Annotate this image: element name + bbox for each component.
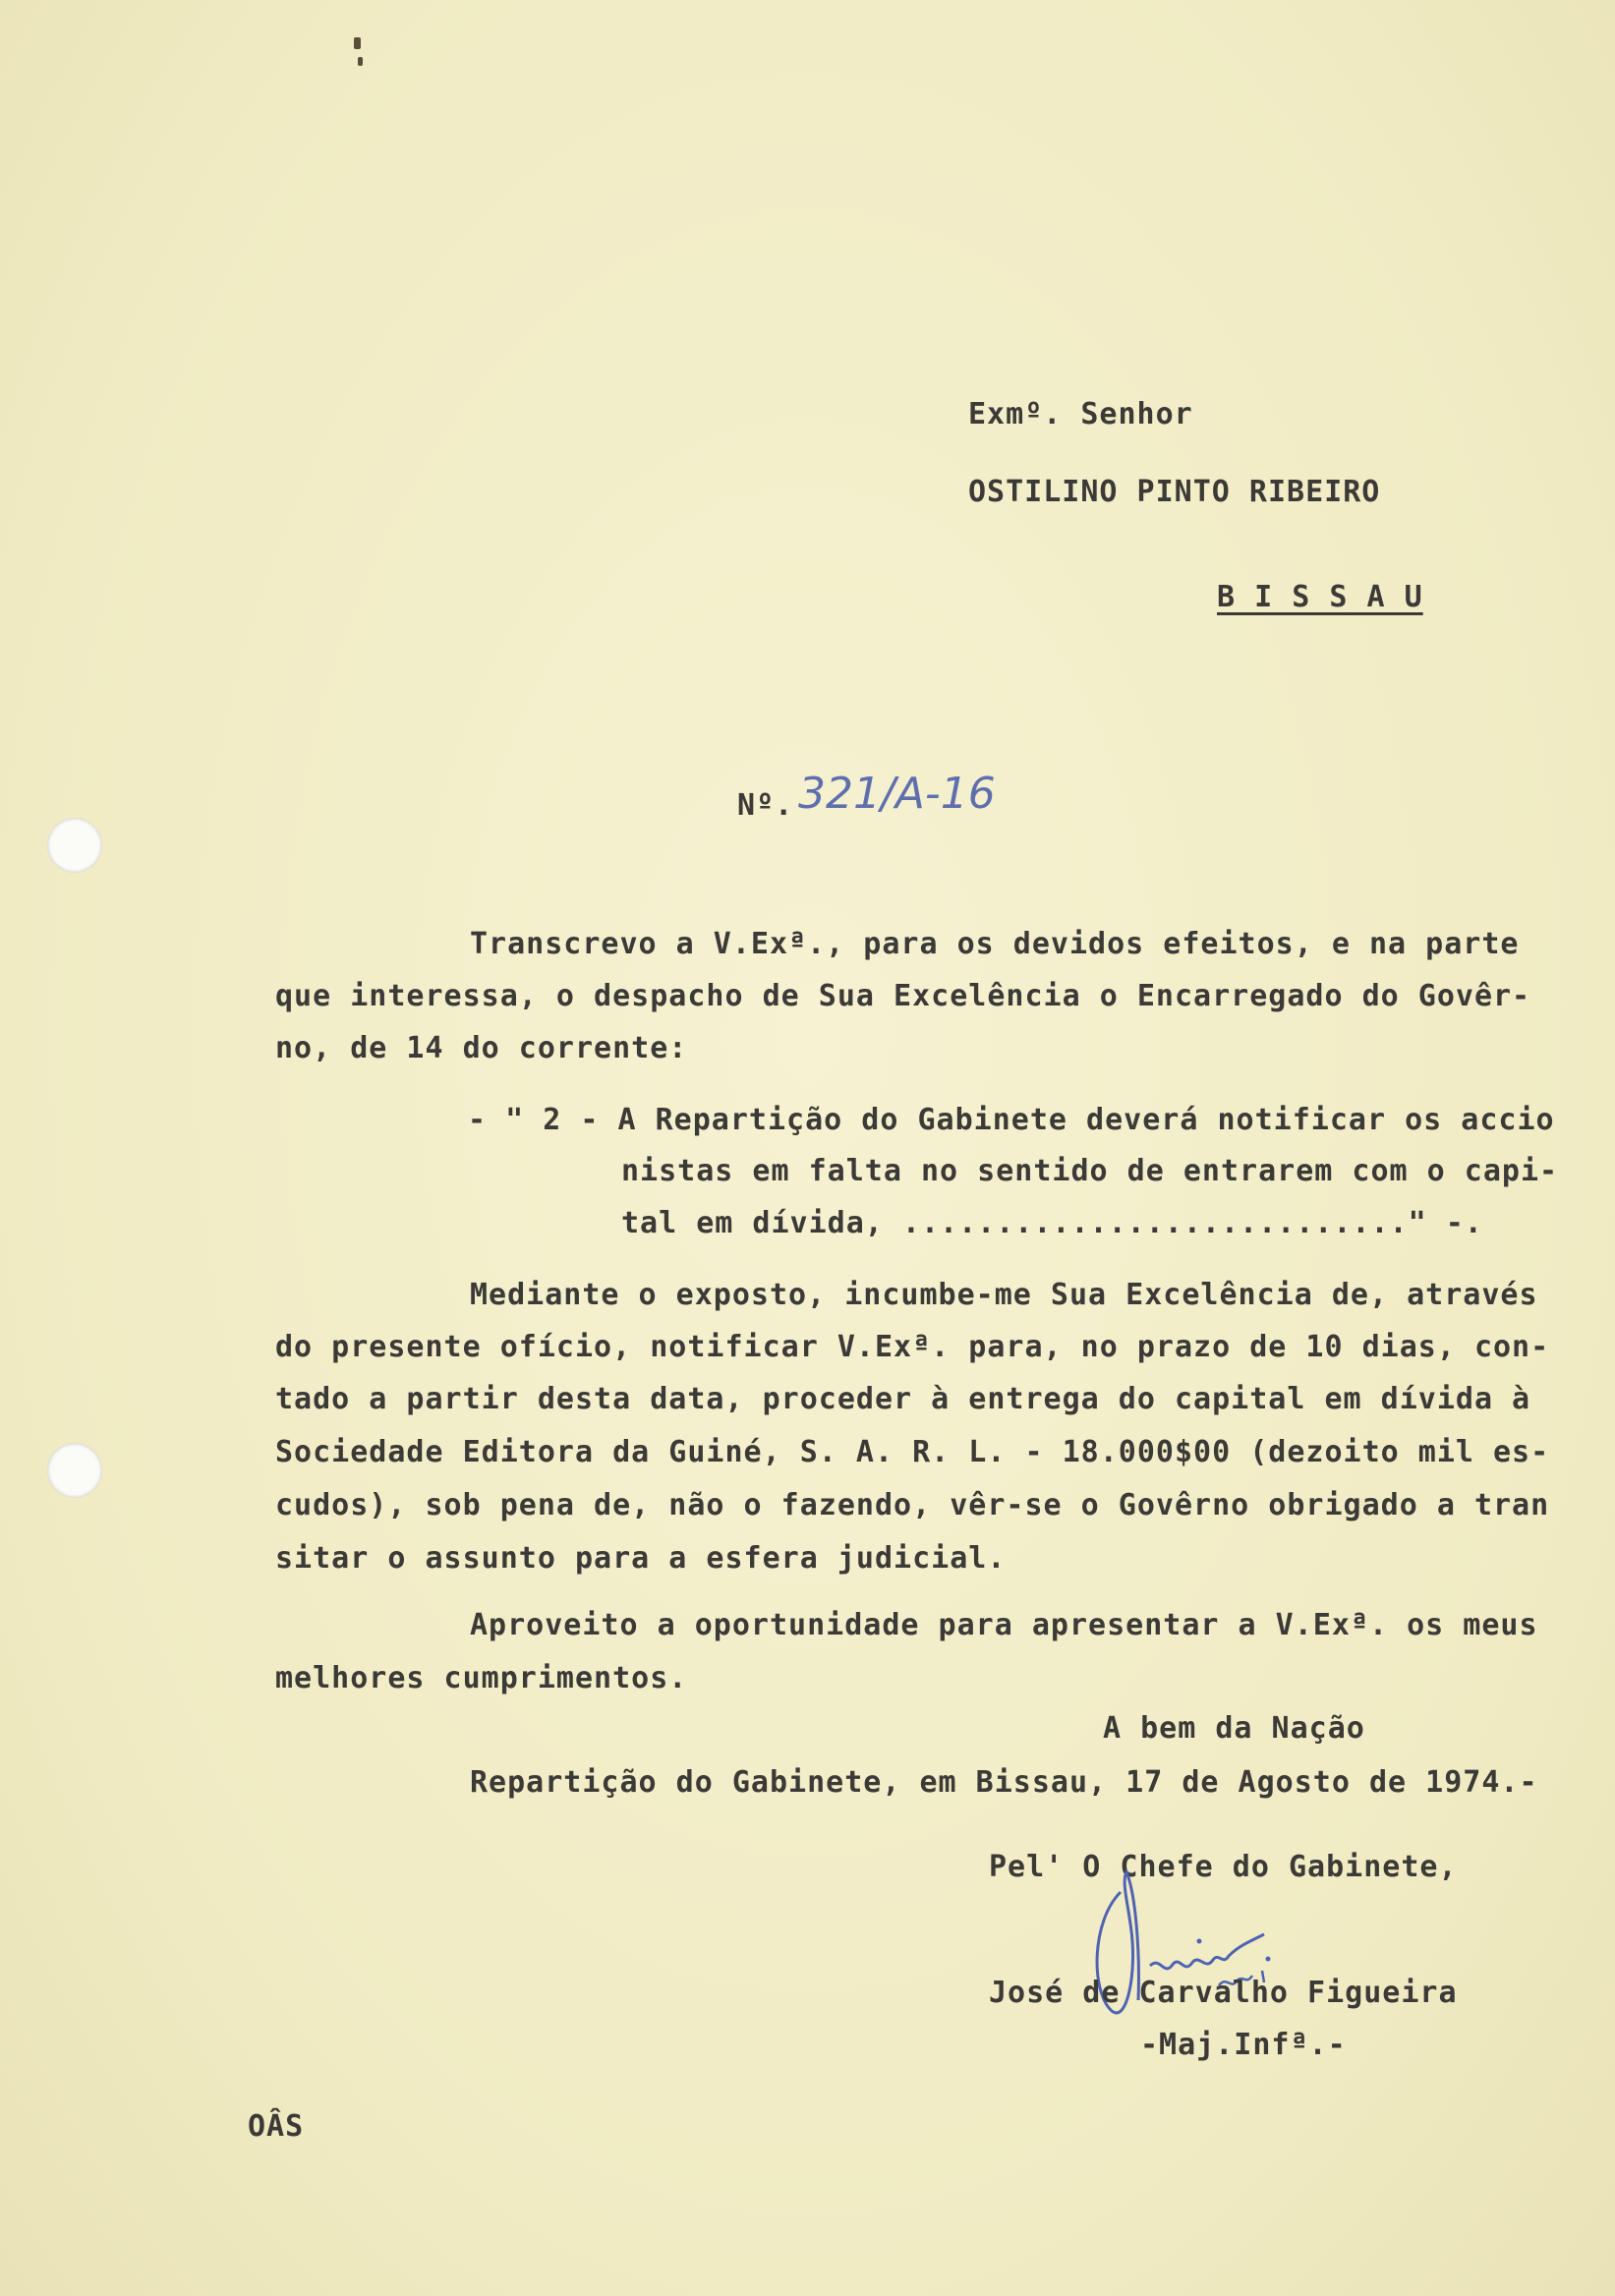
paragraph-2-line-6: sitar o assunto para a esfera judicial. [275,1541,1007,1576]
ink-speck [358,57,363,66]
address-city: B I S S A U [1217,580,1423,614]
punch-hole-bottom [47,1443,102,1498]
paragraph-2-line-2: do presente ofício, notificar V.Exª. para, no prazo de 10 dias, con- [275,1330,1550,1364]
handwritten-signature [1081,1863,1376,2039]
paragraph-1-line-1: Transcrevo a V.Exª., para os devidos efeitos, e na parte [470,927,1520,961]
closing-role: Pel' O Chefe do Gabinete, [989,1850,1458,1884]
ink-speck [354,37,361,49]
quote-line-1: - " 2 - A Repartição do Gabinete deverá notificar os accio [468,1103,1555,1137]
quote-line-3: tal em dívida, ..........................." -. [621,1206,1483,1240]
paragraph-2-line-3: tado a partir desta data, proceder à entrega do capital em dívida à [275,1382,1531,1416]
closing-place-date: Repartição do Gabinete, em Bissau, 17 de Agosto de 1974.- [470,1765,1538,1800]
reference-handwritten-number: 321/A-16 [798,769,996,819]
footer-initials: OÂS [248,2109,305,2144]
address-name: OSTILINO PINTO RIBEIRO [968,475,1381,509]
quote-line-2: nistas em falta no sentido de entrarem com o capi- [621,1154,1559,1188]
paragraph-3-line-1: Aproveito a oportunidade para apresentar a V.Exª. os meus [470,1608,1538,1642]
paragraph-2-line-5: cudos), sob pena de, não o fazendo, vêr-se o Govêrno obrigado a tran [275,1488,1550,1522]
closing-motto: A bem da Nação [1103,1711,1365,1746]
punch-hole-top [47,818,102,873]
paragraph-1-line-3: no, de 14 do corrente: [275,1031,688,1065]
paragraph-2-line-4: Sociedade Editora da Guiné, S. A. R. L. - 18.000$00 (dezoito mil es- [275,1435,1550,1469]
reference-prefix: Nº. [737,788,794,823]
closing-signer: José de Carvalho Figueira [989,1976,1458,2010]
address-salutation: Exmº. Senhor [968,397,1193,431]
paragraph-3-line-2: melhores cumprimentos. [275,1661,688,1695]
closing-rank: -Maj.Infª.- [1140,2028,1347,2062]
paragraph-1-line-2: que interessa, o despacho de Sua Excelência o Encarregado do Govêr- [275,979,1531,1013]
paragraph-2-line-1: Mediante o exposto, incumbe-me Sua Excelência de, através [470,1278,1538,1312]
